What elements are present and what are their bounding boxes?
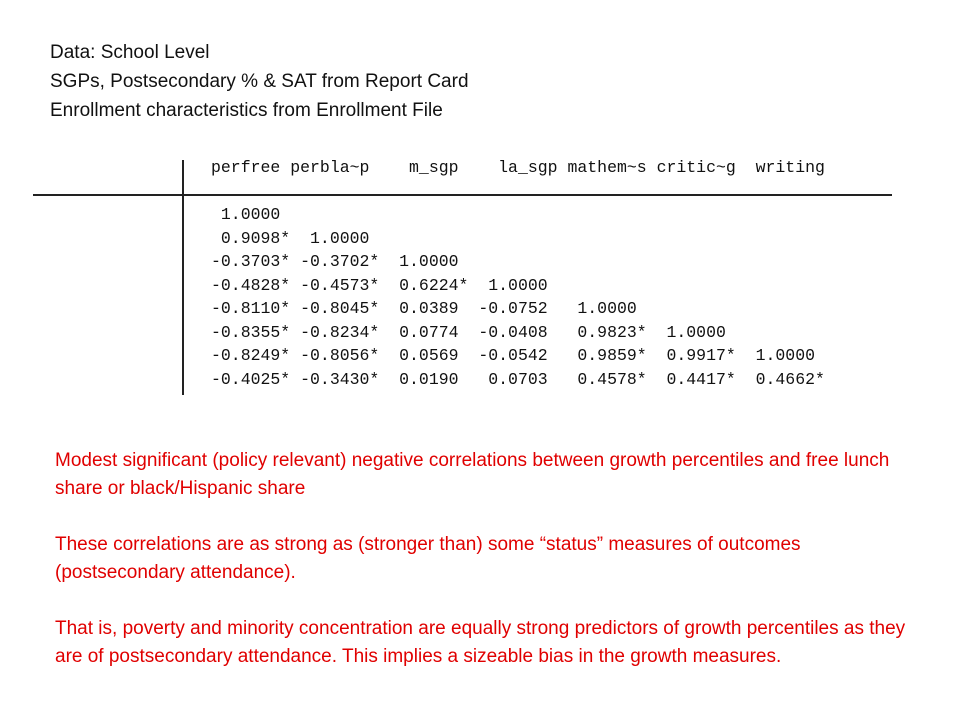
row-values: -0.3703* -0.3702* 1.0000 (211, 252, 459, 271)
header-line-2: SGPs, Postsecondary % & SAT from Report Card (50, 71, 469, 92)
row-values: -0.8355* -0.8234* 0.0774 -0.0408 0.9823* 1.0000 (211, 322, 726, 342)
table-body (0, 205, 825, 393)
row-values: -0.8249* -0.8056* 0.0569 -0.0542 0.9859* 0.9917* 1.0000 (211, 346, 815, 365)
table-row (0, 228, 370, 253)
row-values: -0.4025* -0.3430* 0.0190 0.0703 0.4578* 0.4417* 0.4662* (211, 369, 825, 389)
note-paragraph-1: Modest significant (policy relevant) negative correlations between growth percentiles and free lunch share or black/Hispanic share (55, 450, 890, 499)
row-values: -0.8110* -0.8045* 0.0389 -0.0752 1.0000 (211, 299, 637, 318)
table-row (0, 275, 548, 300)
table-row (0, 205, 281, 229)
table-row (0, 346, 815, 370)
table-row (0, 322, 726, 347)
table-horizontal-rule (33, 194, 892, 196)
table-row (0, 369, 825, 394)
correlation-table (0, 158, 825, 393)
row-values: 1.0000 (211, 205, 281, 224)
table-row (0, 252, 459, 276)
commentary (55, 447, 935, 699)
table-row (0, 299, 637, 323)
note-paragraph-3: That is, poverty and minority concentration are equally strong predictors of growth percentiles as they are of postsecondary attendance. This implies a sizeable bias in the growth measures. (55, 618, 906, 667)
note-paragraph-2: These correlations are as strong as (stronger than) some “status” measures of outcomes (postsecondary attendance). (55, 534, 801, 583)
data-source-header (50, 38, 469, 125)
header-line-3: Enrollment characteristics from Enrollment File (50, 100, 443, 121)
header-line-1: Data: School Level (50, 42, 210, 63)
column-headers: perfree perbla~p m_sgp la_sgp mathem~s critic~g writing (211, 158, 825, 177)
row-values: 0.9098* 1.0000 (211, 228, 370, 248)
row-values: -0.4828* -0.4573* 0.6224* 1.0000 (211, 275, 548, 295)
